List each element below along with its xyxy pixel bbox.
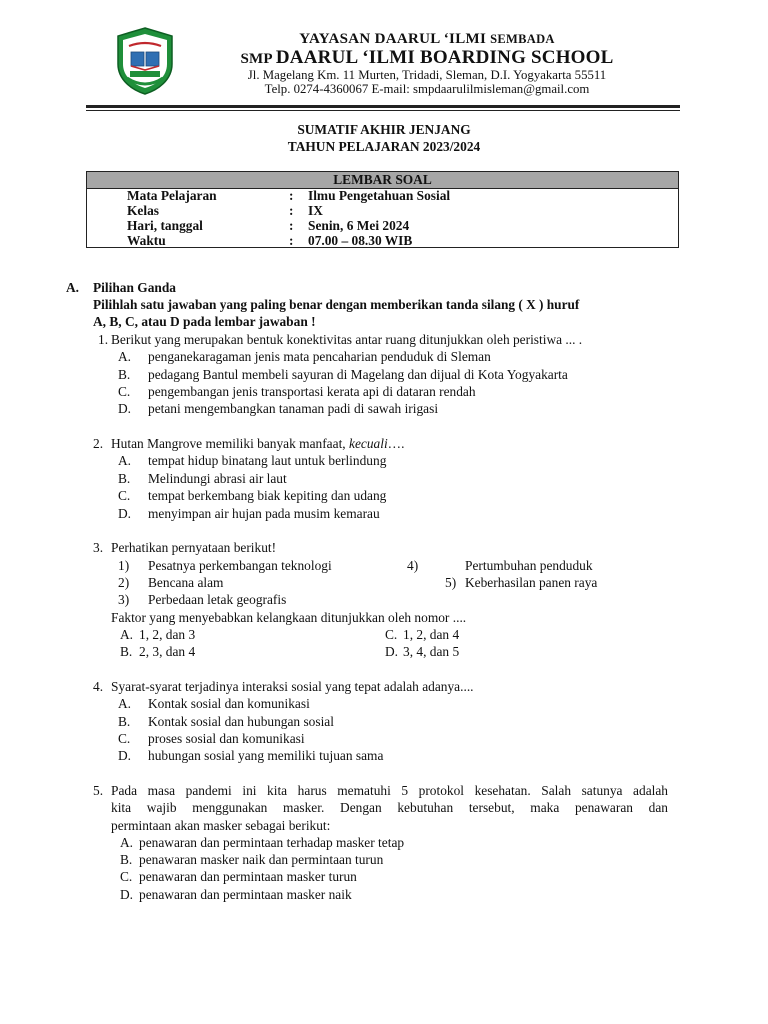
option-letter: A. [118, 349, 132, 364]
info-box [86, 171, 679, 248]
statement-text: Pertumbuhan penduduk [465, 558, 593, 573]
info-colon: : [289, 203, 294, 218]
header-divider-thick [86, 105, 680, 108]
option-text: petani mengembangkan tanaman padi di sawah irigasi [148, 401, 439, 416]
info-value: Ilmu Pengetahuan Sosial [308, 188, 451, 203]
info-colon: : [289, 188, 294, 203]
option-letter: D. [118, 401, 132, 416]
foundation-main: YAYASAN DAARUL ‘ILMI [299, 31, 491, 47]
statement-text: Keberhasilan panen raya [465, 575, 598, 590]
option-letter: A. [120, 835, 134, 850]
option-text: penganekaragaman jenis mata pencaharian penduduk di Sleman [148, 349, 491, 364]
question-text [111, 435, 404, 452]
question-number: 5. [93, 783, 104, 798]
option-text: 3, 4, dan 5 [403, 644, 460, 659]
option-letter: B. [120, 852, 133, 867]
option-letter: D. [118, 506, 132, 521]
statement-number: 1) [118, 558, 130, 573]
option-letter: B. [120, 644, 133, 659]
option-letter: D. [120, 887, 134, 902]
section-instruction-line1: Pilihlah satu jawaban yang paling benar dengan memberikan tanda silang ( X ) huruf [93, 297, 580, 312]
question-text: Syarat-syarat terjadinya interaksi sosial yang tepat adalah adanya.... [111, 679, 474, 694]
question-text-line1: Pada masa pandemi ini kita harus mematuhi 5 protokol kesehatan. Salah satunya adalah [111, 783, 668, 798]
question-text: Perhatikan pernyataan berikut! [111, 540, 277, 555]
statement-text: Pesatnya perkembangan teknologi [148, 558, 332, 573]
info-value: Senin, 6 Mei 2024 [308, 218, 410, 233]
info-label: Hari, tanggal [127, 218, 203, 233]
option-letter: A. [118, 696, 132, 711]
statement-number: 2) [118, 575, 130, 590]
question-number: 3. [93, 540, 104, 555]
question-prompt: Faktor yang menyebabkan kelangkaan ditunjukkan oleh nomor .... [111, 610, 467, 625]
info-colon: : [289, 233, 294, 248]
option-letter: C. [118, 731, 131, 746]
option-text: tempat hidup binatang laut untuk berlindung [148, 453, 387, 468]
option-letter: C. [120, 869, 133, 884]
option-text: Melindungi abrasi air laut [148, 471, 287, 486]
question-text-italic: kecuali [349, 436, 388, 451]
foundation-name [200, 31, 654, 48]
info-value: 07.00 – 08.30 WIB [308, 233, 413, 248]
statement-number: 5) [445, 575, 457, 590]
statement-text: Perbedaan letak geografis [148, 592, 287, 607]
option-letter: C. [118, 488, 131, 503]
option-text: 2, 3, dan 4 [139, 644, 196, 659]
option-text: tempat berkembang biak kepiting dan udang [148, 488, 387, 503]
section-letter: A. [66, 280, 80, 295]
school-logo [112, 26, 178, 96]
info-label: Mata Pelajaran [127, 188, 217, 203]
option-text: menyimpan air hujan pada musim kemarau [148, 506, 380, 521]
school-contact: Telp. 0274-4360067 E-mail: smpdaarulilmisleman@gmail.com [264, 82, 590, 96]
option-text: Kontak sosial dan komunikasi [148, 696, 310, 711]
statement-text: Bencana alam [148, 575, 224, 590]
info-label: Kelas [127, 203, 159, 218]
section-instruction-line2: A, B, C, atau D pada lembar jawaban ! [93, 314, 316, 329]
exam-year: TAHUN PELAJARAN 2023/2024 [287, 139, 481, 154]
option-text: penawaran dan permintaan masker turun [139, 869, 357, 884]
option-letter: B. [118, 714, 131, 729]
option-letter: C. [118, 384, 131, 399]
school-name [200, 48, 654, 69]
option-letter: C. [385, 627, 398, 642]
option-letter: A. [120, 627, 134, 642]
option-text: 1, 2, dan 4 [403, 627, 460, 642]
question-number: 4. [93, 679, 104, 694]
option-text: penawaran dan permintaan terhadap masker tetap [139, 835, 405, 850]
school-prefix: SMP [240, 51, 276, 67]
option-text: penawaran dan permintaan masker naik [139, 887, 352, 902]
question-number: 2. [93, 436, 104, 451]
option-letter: D. [118, 748, 132, 763]
option-text: penawaran masker naik dan permintaan turun [139, 852, 384, 867]
option-letter: B. [118, 471, 131, 486]
question-text-line3: permintaan akan masker sebagai berikut: [111, 818, 331, 833]
info-colon: : [289, 218, 294, 233]
foundation-suffix: SEMBADA [490, 32, 555, 46]
question-text: Berikut yang merupakan bentuk konektivitas antar ruang ditunjukkan oleh peristiwa ... . [111, 332, 583, 347]
header-divider-thin [86, 110, 680, 111]
statement-number: 4) [407, 558, 419, 573]
school-address: Jl. Magelang Km. 11 Murten, Tridadi, Sleman, D.I. Yogyakarta 55511 [247, 68, 607, 82]
option-text: pengembangan jenis transportasi kerata api di dataran rendah [148, 384, 476, 399]
question-text-end: …. [387, 436, 405, 451]
shield-logo-icon [112, 26, 178, 96]
option-text: 1, 2, dan 3 [139, 627, 196, 642]
option-text: hubungan sosial yang memiliki tujuan sama [148, 748, 384, 763]
statement-number: 3) [118, 592, 130, 607]
question-text-main: Hutan Mangrove memiliki banyak manfaat, [111, 436, 349, 451]
option-text: pedagang Bantul membeli sayuran di Magelang dan dijual di Kota Yogyakarta [148, 367, 568, 382]
school-name-text: DAARUL ‘ILMI BOARDING SCHOOL [275, 47, 614, 68]
option-text: proses sosial dan komunikasi [148, 731, 305, 746]
info-value: IX [308, 203, 323, 218]
exam-title: SUMATIF AKHIR JENJANG [297, 122, 471, 137]
info-label: Waktu [127, 233, 166, 248]
section-title: Pilihan Ganda [93, 280, 176, 295]
option-letter: D. [385, 644, 399, 659]
question-text-line2: kita wajib menggunakan masker. Dengan kebutuhan tersebut, maka penawaran dan [111, 800, 668, 815]
option-text: Kontak sosial dan hubungan sosial [148, 714, 334, 729]
question-number: 1. [98, 332, 109, 347]
option-letter: A. [118, 453, 132, 468]
info-box-heading: LEMBAR SOAL [87, 172, 678, 189]
option-letter: B. [118, 367, 131, 382]
